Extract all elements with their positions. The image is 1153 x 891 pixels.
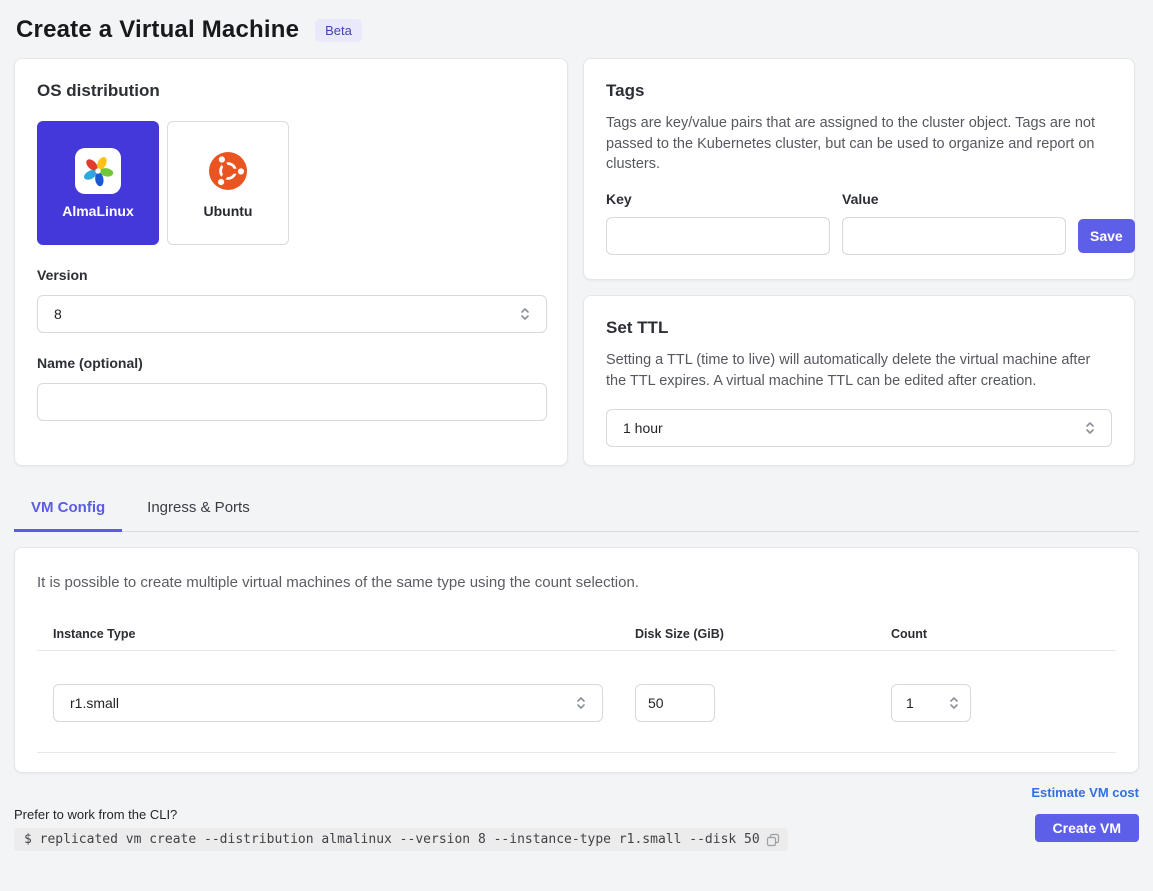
vm-name-label: Name (optional) [37, 355, 143, 371]
vm-table-row [37, 651, 1116, 753]
ttl-select[interactable] [606, 409, 1112, 447]
version-select[interactable] [37, 295, 547, 333]
ttl-card-title: Set TTL [606, 318, 669, 337]
tab-vm-config[interactable]: VM Config [14, 490, 122, 532]
tags-form [606, 190, 1123, 255]
tag-value-input[interactable] [842, 217, 1066, 255]
top-section [14, 58, 1139, 466]
col-disk-size: Disk Size (GiB) [635, 627, 724, 641]
col-instance-type: Instance Type [53, 627, 136, 641]
tab-ingress-ports[interactable]: Ingress & Ports [147, 499, 250, 516]
tab-bar [14, 490, 1139, 532]
tags-card [583, 58, 1135, 280]
cli-command-bar [14, 828, 788, 851]
os-option-ubuntu[interactable] [167, 121, 289, 245]
instance-type-value: r1.small [70, 695, 120, 711]
vm-config-card [14, 547, 1139, 773]
count-value: 1 [906, 695, 914, 711]
tag-value-label: Value [842, 190, 879, 207]
tags-description: Tags are key/value pairs that are assigned to the cluster object. Tags are not passed to the Kubernetes cluster, but can be used to organize and report on clusters. [606, 115, 1095, 173]
instance-type-select[interactable] [53, 684, 603, 722]
col-count: Count [891, 627, 928, 641]
version-label: Version [37, 267, 88, 283]
actions-section [1031, 785, 1139, 842]
ubuntu-logo-icon [208, 148, 248, 194]
tag-key-input[interactable] [606, 217, 830, 255]
page-footer [14, 785, 1139, 851]
chevron-updown-icon [1083, 420, 1097, 436]
count-stepper[interactable] [891, 684, 971, 722]
copy-icon[interactable] [766, 833, 780, 847]
tag-key-label: Key [606, 190, 632, 207]
version-select-value: 8 [54, 306, 62, 322]
right-column [583, 58, 1135, 466]
os-option-almalinux[interactable] [37, 121, 159, 245]
set-ttl-card [583, 295, 1135, 466]
os-distribution-card [14, 58, 568, 466]
os-option-label: AlmaLinux [62, 202, 134, 219]
cli-prompt: Prefer to work from the CLI? [14, 807, 178, 822]
chevron-updown-icon [574, 695, 588, 711]
beta-badge: Beta [315, 19, 362, 42]
cli-section [14, 807, 1031, 851]
vm-table [37, 605, 1116, 753]
vm-name-input[interactable] [37, 383, 547, 421]
vm-table-header [37, 605, 1116, 651]
os-card-title: OS distribution [37, 81, 160, 100]
disk-size-input[interactable] [635, 684, 715, 722]
chevron-updown-icon [947, 695, 961, 711]
create-vm-button[interactable]: Create VM [1035, 814, 1139, 842]
estimate-cost-link[interactable]: Estimate VM cost [1031, 785, 1139, 800]
ttl-select-value: 1 hour [623, 420, 663, 437]
tags-card-title: Tags [606, 81, 645, 100]
save-tag-button[interactable]: Save [1078, 219, 1135, 253]
cli-command: $ replicated vm create --distribution almalinux --version 8 --instance-type r1.small --disk 50 [24, 832, 760, 847]
os-option-label: Ubuntu [203, 202, 253, 219]
almalinux-logo-icon [75, 148, 121, 194]
page-header [14, 14, 1139, 44]
page-title: Create a Virtual Machine [16, 16, 300, 43]
os-options [37, 121, 545, 245]
ttl-description: Setting a TTL (time to live) will automatically delete the virtual machine after the TTL expires. A virtual machine TTL can be edited after creation. [606, 352, 1091, 389]
vm-config-intro: It is possible to create multiple virtual machines of the same type using the count selection. [37, 574, 639, 591]
chevron-updown-icon [518, 306, 532, 322]
